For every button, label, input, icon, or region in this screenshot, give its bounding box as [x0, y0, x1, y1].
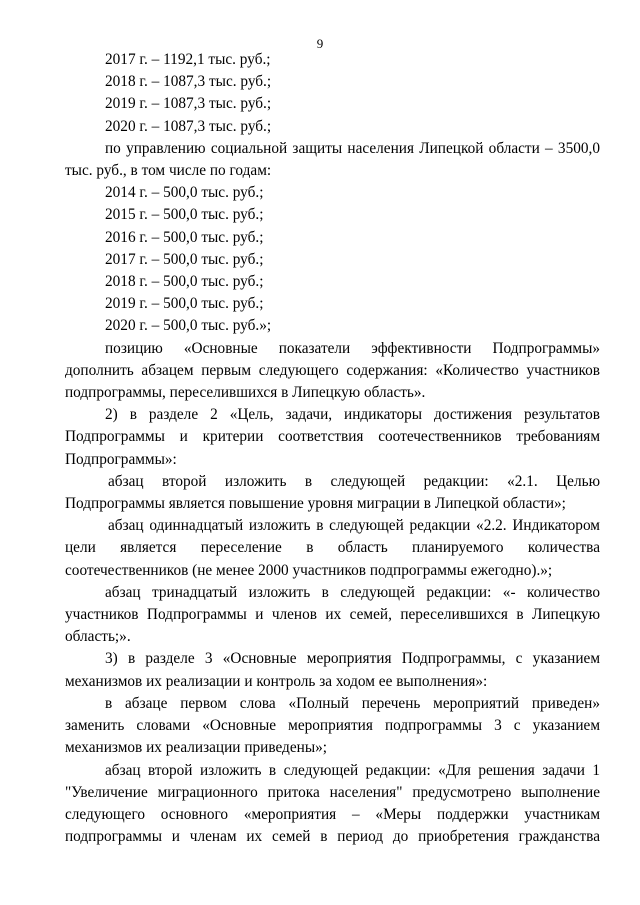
paragraph-indicator: абзац одиннадцатый изложить в следующей редакции «2.2. Индикатором цели является переселение в область планируемого количества соотечественников (не менее 2000 участников подпрограммы ежегодно).»; [65, 517, 600, 579]
paragraph-first-words: в абзаце первом слова «Полный перечень мероприятий приведен» заменить словами «Основные мероприятия подпрограммы 3 с указанием механизмов их реализации приведены»; [65, 694, 600, 757]
page-number: 9 [316, 36, 324, 51]
document-body [65, 49, 600, 848]
year-line: 2015 г. – 500,0 тыс. руб.; [105, 206, 264, 224]
year-line: 2016 г. – 500,0 тыс. руб.; [105, 228, 264, 246]
year-line: 2019 г. – 500,0 тыс. руб.; [105, 295, 264, 313]
year-line: 2017 г. – 500,0 тыс. руб.; [105, 250, 264, 268]
paragraph-section-2: 2) в разделе 2 «Цель, задачи, индикаторы достижения результатов Подпрограммы и критерии соответствия соотечественников требованиям Подпрограммы»: [65, 406, 600, 468]
paragraph-goal: абзац второй изложить в следующей редакции: «2.1. Целью Подпрограммы является повышение уровня миграции в Липецкой области»; [65, 472, 600, 513]
year-line: 2014 г. – 500,0 тыс. руб.; [105, 184, 264, 202]
year-line: 2020 г. – 1087,3 тыс. руб.; [105, 117, 272, 135]
social-protection-paragraph: по управлению социальной защиты населения Липецкой области – 3500,0 тыс. руб., в том числе по годам: [65, 139, 600, 180]
year-line: 2018 г. – 1087,3 тыс. руб.; [105, 73, 272, 91]
paragraph-task-1: абзац второй изложить в следующей редакции: «Для решения задачи 1 "Увеличение миграционного притока населения" предусмотрено выполнение следующего основного «мероприятия – «Меры поддержки участникам подпрограммы и членам их семей в период до приобретения гражданства [65, 761, 600, 846]
paragraph-section-3: 3) в разделе 3 «Основные мероприятия Подпрограммы, с указанием механизмов их реализации и контроль за ходом ее выполнения»: [65, 650, 600, 690]
year-line: 2018 г. – 500,0 тыс. руб.; [105, 273, 264, 291]
year-line: 2017 г. – 1192,1 тыс. руб.; [105, 51, 271, 68]
year-line: 2019 г. – 1087,3 тыс. руб.; [105, 95, 272, 113]
paragraph-thirteenth: абзац тринадцатый изложить в следующей редакции: «- количество участников Подпрограммы и членов их семей, переселившихся в Липецкую область;». [65, 583, 600, 646]
year-line: 2020 г. – 500,0 тыс. руб.»; [105, 317, 272, 335]
paragraph-indicators-position: позицию «Основные показатели эффективности Подпрограммы» дополнить абзацем первым следующего содержания: «Количество участников подпрограммы, переселившихся в Липецкую область». [65, 339, 600, 402]
